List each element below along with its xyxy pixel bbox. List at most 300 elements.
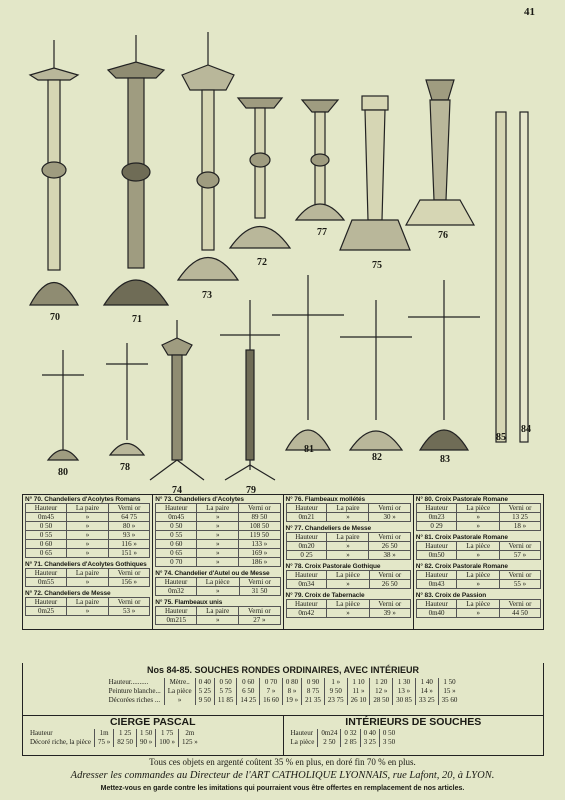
cierge-row [27,729,201,738]
price-cell: 0 65 [156,549,197,558]
price-row [286,609,410,618]
price-header-cell: Verni or [108,504,149,513]
souches-cell: Mètre.. [164,678,195,687]
souches-cell: 12 » [370,687,393,696]
price-row [26,578,150,587]
price-cell: » [197,549,239,558]
price-cell: 39 » [369,609,410,618]
price-header-cell: La paire [197,504,239,513]
souches-cell: 5 25 [195,687,214,696]
interieurs-row-label: Hauteur [290,729,314,737]
price-row [416,551,540,560]
price-header-row [286,533,410,542]
price-block-title: N° 78. Croix Pastorale Gothique [285,563,381,570]
price-cell: » [197,513,239,522]
price-cell: 26 50 [369,580,410,589]
price-table [286,532,411,560]
figure-label: 72 [257,257,267,268]
figure-label: 74 [172,485,182,496]
cierge-title: CIERGE PASCAL [109,716,196,728]
price-cell: » [457,551,500,560]
price-cell: 0m215 [156,616,197,625]
cross-79 [220,300,280,480]
figure-label: 78 [120,462,130,473]
price-cell: » [197,522,239,531]
price-header-cell: La pièce [196,578,239,587]
price-cell: » [457,522,500,531]
price-header-row [156,504,280,513]
cierge-section [23,715,284,755]
price-cell: » [66,549,108,558]
souches-cell: 9 50 [324,687,347,696]
price-block [286,592,411,618]
price-row [26,522,150,531]
figure-label: 76 [438,230,448,241]
price-cell: » [66,578,108,587]
souches-row [106,678,461,687]
price-cell: » [196,587,239,596]
price-row [416,522,540,531]
price-table [155,503,280,567]
figure-label: 77 [317,227,327,238]
price-cell: 0 60 [156,540,197,549]
souches-cell: 16 60 [260,696,283,705]
price-cell: » [327,609,370,618]
price-cell: 0m34 [286,580,327,589]
price-cell: » [66,522,108,531]
price-block-title: N° 83. Croix de Passion [415,592,487,599]
cierge-cell: 75 » [95,738,114,747]
figure-label: 71 [132,314,142,325]
souches-cell: 0 50 [214,678,237,687]
cierge-row-label: Décoré riche, la pièce [30,738,92,746]
price-cell: » [197,540,239,549]
price-header-cell: La pièce [457,542,500,551]
cierge-cell: 125 » [179,738,201,747]
price-header-cell: Hauteur [416,571,457,580]
price-cell: » [327,513,369,522]
souches-cell: 5 75 [214,687,237,696]
price-cell: » [457,609,500,618]
price-table [155,606,280,625]
souches-row [106,687,461,696]
souches-cell: 13 » [393,687,416,696]
price-header-cell: Hauteur [286,571,327,580]
price-header-cell: La paire [66,569,108,578]
price-block [25,590,150,616]
souches-cell: 0 90 [302,678,325,687]
price-block-title: N° 81. Croix Pastorale Romane [415,534,508,541]
souches-cell: 1 30 [393,678,416,687]
price-row [416,513,540,522]
price-header-cell: Hauteur [156,607,197,616]
cierge-cell: 82 50 [114,738,137,747]
souches-cell: 1 20 [370,678,393,687]
souche-85 [496,112,506,442]
price-table [25,597,150,616]
price-block-title: N° 70. Chandeliers d'Acolytes Romans [25,496,141,503]
souches-cell: 0 70 [260,678,283,687]
price-row [156,513,280,522]
price-cell: 38 » [369,551,410,560]
souches-cell: La pièce [164,687,195,696]
interieurs-table [288,729,399,747]
price-header-cell: Verni or [239,607,280,616]
bottom-tables [22,715,544,756]
price-cell: 0 50 [156,522,197,531]
price-row [416,609,540,618]
price-cell: » [66,607,108,616]
candlestick-74 [150,320,204,480]
price-cell: 169 » [239,549,280,558]
price-cell: 0 65 [26,549,67,558]
price-block-title: N° 79. Croix de Tabernacle [285,592,365,599]
cierge-row-label: Hauteur [30,729,53,737]
price-cell: » [197,616,239,625]
price-header-cell: Hauteur [26,504,67,513]
price-cell: 93 » [108,531,149,540]
price-column [414,495,543,629]
candlestick-72 [230,98,290,248]
price-cell: 53 » [108,607,149,616]
price-cell: 119 50 [239,531,280,540]
price-row [26,531,150,540]
souches-cell: 0 40 [195,678,214,687]
souches-cell: » [164,696,195,705]
interieurs-row-label: La pièce [290,738,315,746]
price-header-cell: Hauteur [286,533,327,542]
price-row [156,531,280,540]
souches-cell: 0 60 [237,678,260,687]
price-block [25,496,150,558]
price-cell: 0m40 [416,609,457,618]
price-table [25,503,150,558]
price-cell: 108 50 [239,522,280,531]
price-header-cell: Hauteur [416,542,457,551]
interieurs-cell: 0 40 [360,729,379,738]
price-header-cell: Verni or [500,600,541,609]
price-cell: 13 25 [500,513,541,522]
price-header-cell: La pièce [457,600,500,609]
price-header-cell: La paire [327,533,369,542]
price-cell: 156 » [108,578,149,587]
price-block-title: N° 76. Flambeaux mollétés [285,496,366,503]
price-block [416,496,541,531]
souches-cell: 11 85 [214,696,237,705]
price-cell: » [197,531,239,540]
price-row [26,549,150,558]
price-header-cell: Verni or [500,542,541,551]
cross-80 [42,350,84,460]
price-table [416,570,541,589]
price-cell: » [66,531,108,540]
souches-cell: 7 » [260,687,283,696]
price-cell: 0m50 [416,551,457,560]
price-header-row [26,569,150,578]
price-cell: 0m45 [26,513,67,522]
price-block-title: N° 74. Chandelier d'Autel ou de Messe [155,570,270,577]
price-block [25,561,150,587]
catalogue-illustrations [10,20,550,496]
price-header-cell: Verni or [239,504,280,513]
price-table [286,599,411,618]
price-block [155,570,280,596]
price-header-cell: Hauteur [26,598,67,607]
price-column [23,495,153,629]
price-header-cell: Verni or [369,571,410,580]
price-row [156,540,280,549]
price-cell: » [66,540,108,549]
price-header-cell: Verni or [108,569,149,578]
cierge-cell: 1 75 [156,729,179,738]
souches-cell: 26 10 [347,696,370,705]
price-block-title: N° 73. Chandeliers d'Acolytes [155,496,244,503]
price-header-row [26,598,150,607]
price-header-row [156,607,280,616]
souches-cell: 14 » [415,687,438,696]
price-cell: 31 50 [239,587,280,596]
price-cell: 55 » [500,580,541,589]
price-cell: 0m23 [416,513,457,522]
price-row [156,558,280,567]
price-cell: 44 50 [500,609,541,618]
cierge-table [27,729,201,747]
cross-82 [340,300,412,450]
souches-cell: 21 35 [302,696,325,705]
price-cell: 0 70 [156,558,197,567]
price-header-cell: Hauteur [416,600,457,609]
footer-warning: Mettez-vous en garde contre les imitations qui pourraient vous être offertes en remplacement de nos articles. [100,785,465,792]
price-header-row [416,504,540,513]
price-cell: 0m20 [286,542,327,551]
price-block-title: N° 82. Croix Pastorale Romane [415,563,508,570]
price-cell: 0 55 [26,531,67,540]
interieurs-cell: 0m24 [318,729,341,738]
interieurs-cell: 0 50 [379,729,398,738]
price-row [156,587,280,596]
footer-pricing-note: Tous ces objets en argenté coûtent 35 % en plus, en doré fin 70 % en plus. [149,757,416,767]
price-cell: 0m42 [286,609,327,618]
price-block [416,563,541,589]
price-block-title: N° 77. Chandeliers de Messe [285,525,372,532]
figure-label: 70 [50,312,60,323]
price-cell: 0 55 [156,531,197,540]
price-cell: 0m55 [26,578,67,587]
candlestick-71 [104,35,168,305]
figure-label: 73 [202,290,212,301]
interieurs-row [288,729,399,738]
price-row [286,551,410,560]
souches-section [22,663,544,716]
price-row [286,513,410,522]
price-column [153,495,283,629]
price-row [416,580,540,589]
price-block [286,496,411,522]
price-cell: » [327,580,370,589]
souches-cell: 1 10 [347,678,370,687]
price-cell: 0m25 [26,607,67,616]
price-block [416,534,541,560]
souches-row-label: Décorées riches ... [108,696,161,704]
price-cell: 133 » [239,540,280,549]
price-header-cell: Verni or [239,578,280,587]
price-row [156,522,280,531]
price-block [286,563,411,589]
souches-cell: 19 » [282,696,301,705]
price-header-row [416,542,540,551]
interieurs-cell: 2 50 [318,738,341,747]
price-header-cell: La paire [66,504,108,513]
price-header-cell: Verni or [108,598,149,607]
candlestick-70 [30,40,78,305]
price-table [416,541,541,560]
price-header-row [156,578,280,587]
souches-row-label: Hauteur.......... [108,678,149,686]
cierge-cell: 90 » [137,738,156,747]
interieurs-cell: 3 25 [360,738,379,747]
candlestick-76 [406,80,474,225]
price-cell: 64 75 [108,513,149,522]
price-table [155,577,280,596]
price-table [416,503,541,531]
price-header-cell: Hauteur [156,504,197,513]
price-cell: » [457,580,500,589]
figure-label: 84 [521,424,531,435]
price-header-cell: La pièce [457,504,500,513]
souches-row [106,696,461,705]
price-cell: 0m32 [156,587,197,596]
price-row [286,542,410,551]
interieurs-cell: 0 32 [341,729,360,738]
souches-cell: 1 50 [438,678,460,687]
figure-label: 85 [496,432,506,443]
price-cell: 0 25 [286,551,327,560]
price-header-cell: La pièce [327,571,370,580]
price-block-title: N° 80. Croix Pastorale Romane [415,496,508,503]
souches-cell: 0 80 [282,678,301,687]
price-block [286,525,411,560]
price-cell: » [327,551,369,560]
price-header-row [286,571,410,580]
price-row [26,540,150,549]
price-header-row [416,600,540,609]
souches-cell: 6 50 [237,687,260,696]
price-block-title: N° 75. Flambeaux unis [155,599,223,606]
footer-address: Adresser les commandes au Directeur de l'ART CATHOLIQUE LYONNAIS, rue Lafont, 20, à LYON. [70,770,495,781]
price-cell: 0m43 [416,580,457,589]
interieurs-section [284,715,544,755]
price-header-cell: La paire [66,598,108,607]
cierge-row [27,738,201,747]
price-cell: 27 » [239,616,280,625]
price-cell: 116 » [108,540,149,549]
price-block [155,496,280,567]
souches-cell: 14 25 [237,696,260,705]
price-row [156,549,280,558]
page-number: 41 [524,6,535,18]
souches-cell: 8 75 [302,687,325,696]
price-cell: 0m45 [156,513,197,522]
price-header-cell: Verni or [500,571,541,580]
interieurs-cell: 2 85 [341,738,360,747]
price-cell: 30 » [369,513,410,522]
souches-row-label: Peinture blanche... [108,687,161,695]
souches-cell: 1 40 [415,678,438,687]
price-cell: 0 60 [26,540,67,549]
figure-label: 79 [246,485,256,496]
price-row [156,616,280,625]
candlestick-73 [178,32,238,280]
souches-cell: 15 » [438,687,460,696]
cierge-cell: 1m [95,729,114,738]
figure-label: 82 [372,452,382,463]
cross-81 [272,275,344,450]
price-header-row [286,504,410,513]
souches-cell: 9 50 [195,696,214,705]
price-row [26,513,150,522]
illustration-svg [10,20,550,496]
figure-label: 81 [304,444,314,455]
souches-cell: 35 60 [438,696,460,705]
price-tables [22,494,544,630]
price-block [416,592,541,618]
souches-cell: 33 25 [415,696,438,705]
price-column [284,495,414,629]
figure-label: 80 [58,467,68,478]
souches-title: Nos 84-85. SOUCHES RONDES ORDINAIRES, AVEC INTÉRIEUR [146,665,420,675]
price-header-cell: Verni or [369,533,410,542]
price-cell: 26 50 [369,542,410,551]
cierge-cell: 1 25 [114,729,137,738]
candlestick-77 [296,100,344,220]
price-header-cell: Verni or [500,504,541,513]
interieurs-row [288,738,399,747]
price-header-cell: Hauteur [26,569,67,578]
figure-label: 75 [372,260,382,271]
price-row [286,580,410,589]
souches-cell: 1 » [324,678,347,687]
price-cell: 57 » [500,551,541,560]
souches-cell: 11 » [347,687,370,696]
price-header-row [286,600,410,609]
price-cell: » [66,513,108,522]
price-cell: 0 29 [416,522,457,531]
price-cell: 151 » [108,549,149,558]
price-header-cell: La pièce [457,571,500,580]
candlestick-75 [340,96,410,250]
price-cell: 80 » [108,522,149,531]
price-cell: » [457,513,500,522]
price-header-cell: La paire [197,607,239,616]
price-header-cell: Hauteur [156,578,197,587]
souche-84 [520,112,528,442]
price-cell: 0m21 [286,513,327,522]
price-cell: 18 » [500,522,541,531]
price-row [26,607,150,616]
price-header-cell: La paire [327,504,369,513]
cierge-cell: 1 50 [137,729,156,738]
souches-cell: 30 85 [393,696,416,705]
price-cell: » [327,542,369,551]
price-table [416,599,541,618]
price-header-row [26,504,150,513]
price-header-row [416,571,540,580]
price-header-cell: Hauteur [416,504,457,513]
price-table [286,503,411,522]
price-cell: 186 » [239,558,280,567]
price-block [155,599,280,625]
price-table [286,570,411,589]
